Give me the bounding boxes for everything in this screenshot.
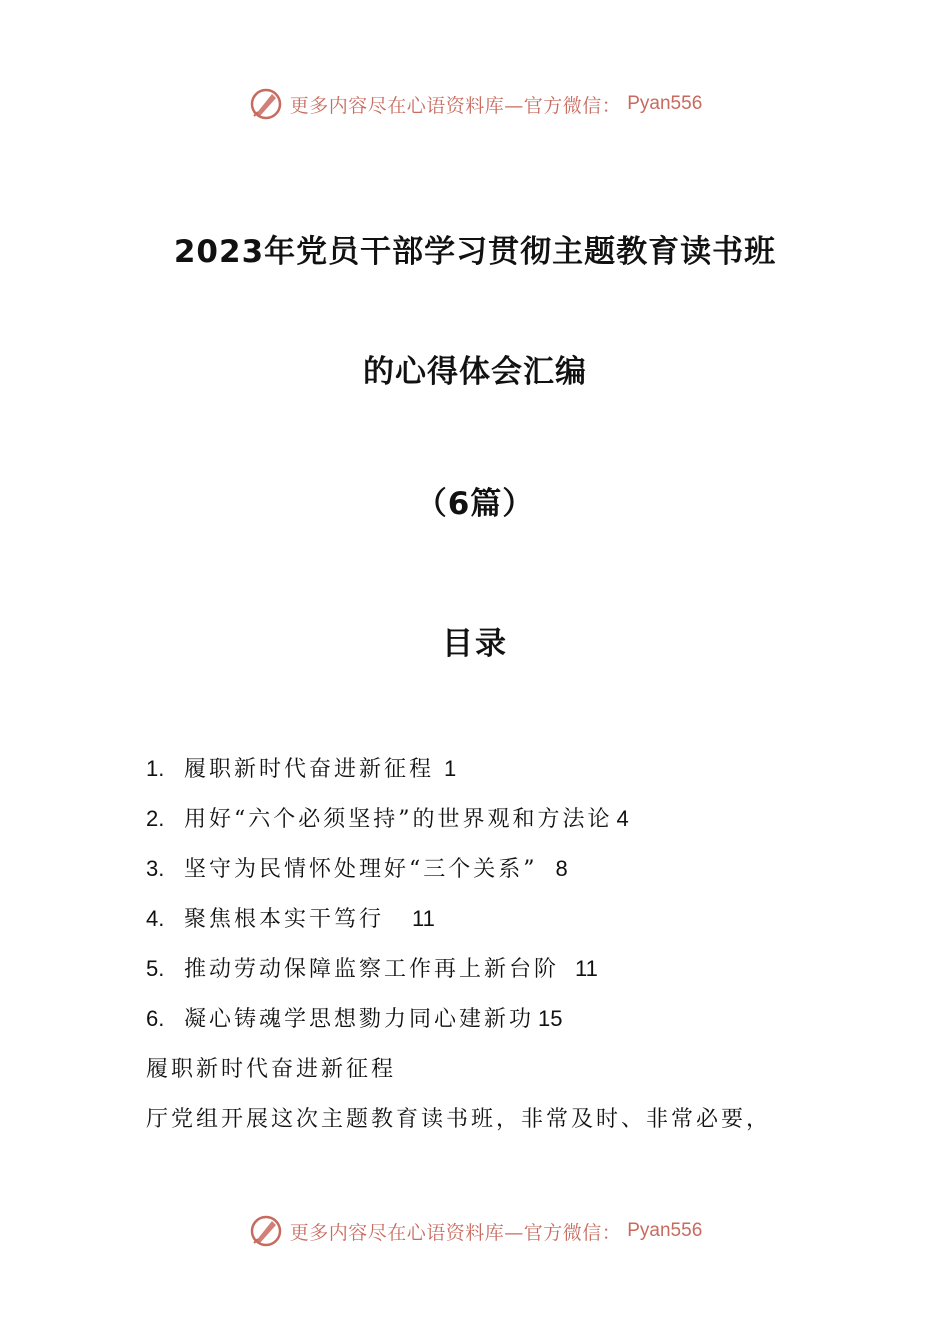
toc-item-label: 推动劳动保障监察工作再上新台阶 [184, 957, 560, 982]
toc-item-label: 凝心铸魂学思想勠力同心建新功 [184, 1007, 535, 1032]
toc-item[interactable] [146, 902, 846, 952]
toc-item-number: 4. [146, 906, 165, 931]
toc-item-page: 15 [538, 1006, 563, 1031]
document-title-count: （6篇） [415, 486, 535, 522]
header-banner [0, 84, 950, 124]
toc-item-number: 3. [146, 856, 165, 881]
toc-item-label: 用好“六个必须坚持”的世界观和方法论 [184, 807, 613, 832]
pen-logo-icon [248, 1213, 284, 1249]
toc-item-page: 4 [616, 806, 629, 831]
document-title-line-1: 2023年党员干部学习贯彻主题教育读书班 [173, 234, 777, 270]
footer-banner [0, 1211, 950, 1251]
paragraph-text: 厅党组开展这次主题教育读书班，非常及时、非常必要， [146, 1107, 772, 1132]
banner-wechat-id: Pyan556 [627, 1220, 703, 1241]
toc-item[interactable] [146, 802, 846, 852]
toc-item-label: 聚焦根本实干笃行 [184, 907, 385, 932]
toc-item-page: 8 [555, 856, 568, 881]
toc-item-page: 11 [412, 906, 435, 931]
pen-logo-icon [248, 86, 284, 122]
toc-item[interactable] [146, 752, 846, 802]
toc-item-page: 1 [444, 756, 457, 781]
toc-item[interactable] [146, 952, 846, 1002]
toc-item-number: 6. [146, 1006, 165, 1031]
toc-item-number: 1. [146, 756, 165, 781]
toc-heading: 目录 [442, 626, 508, 662]
toc-item-page: 11 [575, 956, 598, 981]
toc-item[interactable] [146, 852, 846, 902]
banner-text: 更多内容尽在心语资料库—官方微信： [289, 1221, 622, 1244]
section-title: 履职新时代奋进新征程 [146, 1057, 397, 1082]
document-title-line-2: 的心得体会汇编 [363, 354, 587, 390]
table-of-contents [146, 752, 846, 1052]
toc-item-label: 坚守为民情怀处理好“三个关系” [184, 857, 538, 882]
banner-wechat-id: Pyan556 [627, 93, 703, 114]
toc-item[interactable] [146, 1002, 846, 1052]
toc-item-number: 5. [146, 956, 165, 981]
toc-item-label: 履职新时代奋进新征程 [184, 757, 435, 782]
banner-text: 更多内容尽在心语资料库—官方微信： [289, 94, 622, 117]
toc-item-number: 2. [146, 806, 165, 831]
